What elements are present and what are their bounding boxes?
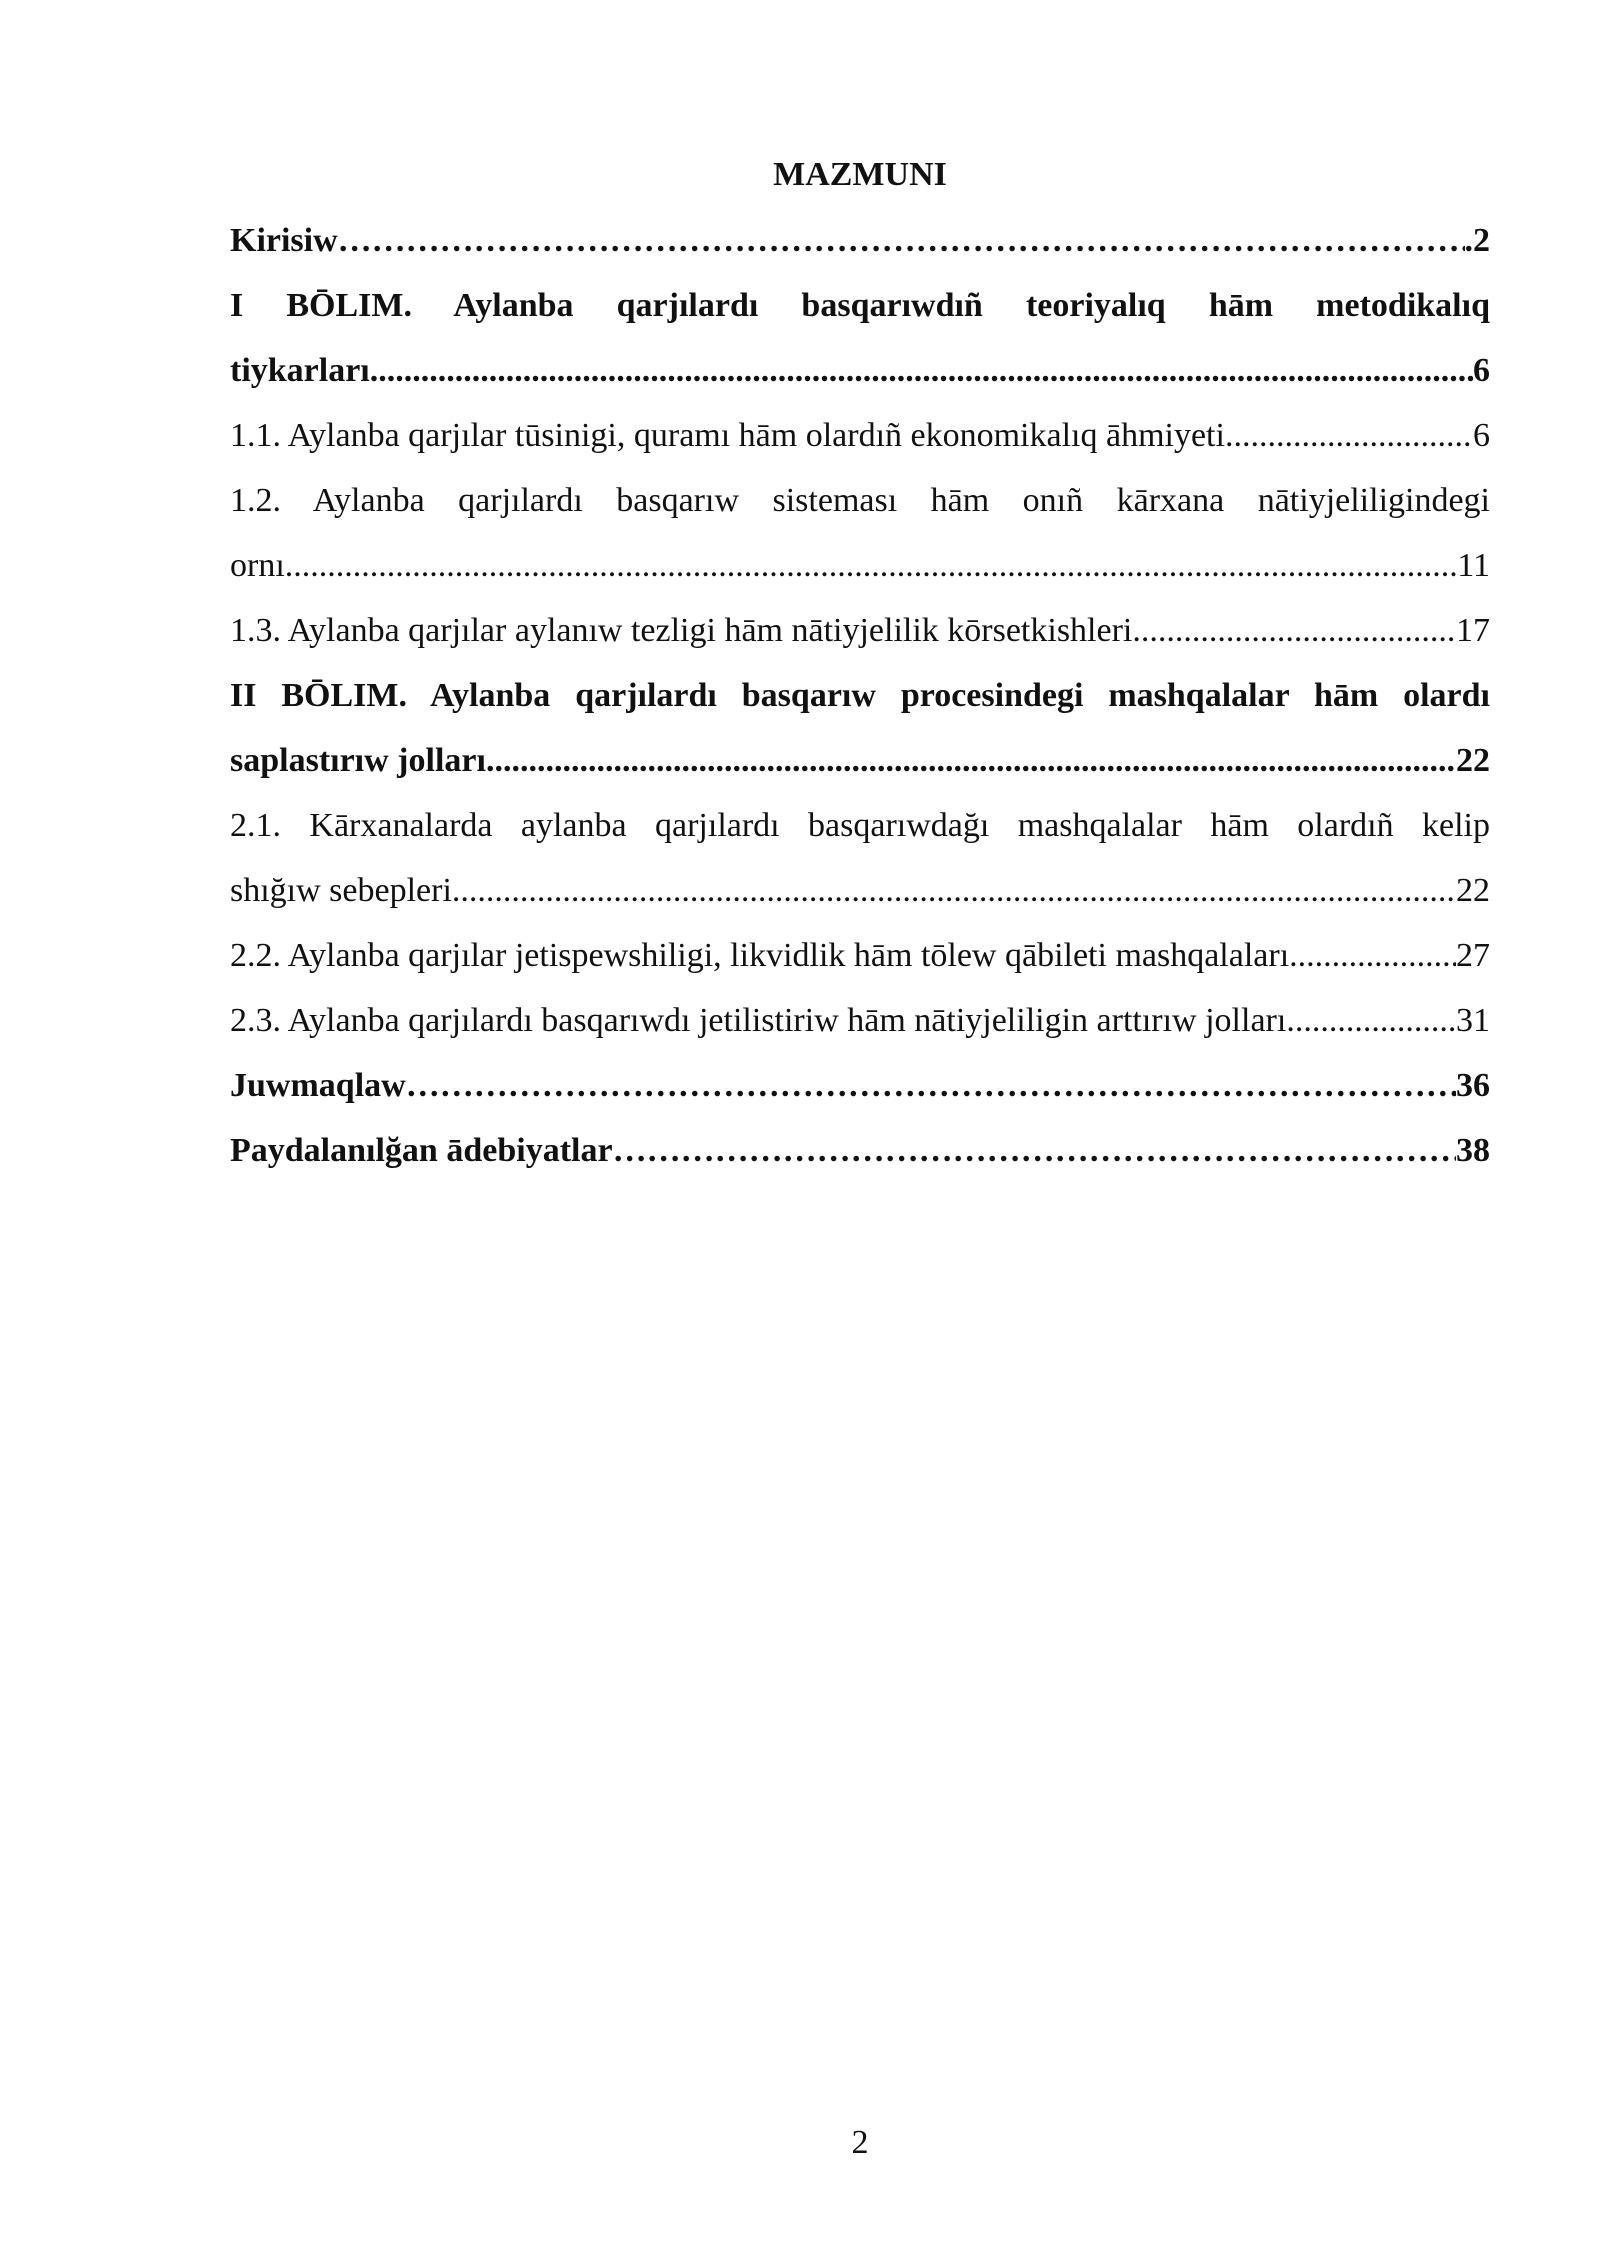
page-number: 2 [851, 2124, 869, 2161]
toc-entry-text: II BŌLIM. Aylanba qarjılardı basqarıw procesindegi mashqalalar hām olardı [230, 677, 1490, 714]
toc-entry-1-2[interactable] [230, 468, 1490, 533]
table-of-contents [230, 208, 1490, 1183]
toc-entry-text: 1.1. Aylanba qarjılar tūsinigi, quramı hām olardıñ ekonomikalıq āhmiyeti [230, 417, 1225, 454]
toc-entry-text: I BŌLIM. Aylanba qarjılardı basqarıwdıñ teoriyalıq hām metodikalıq [230, 287, 1490, 324]
toc-entry-text: ornı [230, 547, 285, 584]
toc-entry-page: 11 [1457, 547, 1490, 584]
toc-entry-text: Juwmaqlaw [230, 1067, 406, 1104]
page-title: MAZMUNI [773, 156, 947, 193]
toc-leader-dots [285, 533, 1457, 598]
toc-entry-adebiyatlar[interactable] [230, 1118, 1490, 1183]
toc-entry-text: 2.2. Aylanba qarjılar jetispewshiligi, likvidlik hām tōlew qābileti mashqalaları [230, 937, 1290, 974]
toc-entry-1-3[interactable] [230, 598, 1490, 663]
toc-entry-page: .2 [1464, 222, 1490, 259]
toc-entry-text: shığıw sebepleri [230, 872, 452, 909]
toc-entry-2-3[interactable] [230, 988, 1490, 1053]
toc-entry-text: 2.1. Kārxanalarda aylanba qarjılardı basqarıwdağı mashqalalar hām olardıñ kelip [230, 807, 1490, 844]
toc-leader-dots [613, 1118, 1456, 1183]
toc-entry-page: 17 [1456, 612, 1490, 649]
toc-entry-text: Kirisiw [230, 222, 338, 259]
toc-entry-page: 36 [1456, 1067, 1490, 1104]
toc-entry-page: 22 [1456, 872, 1490, 909]
toc-entry-2-2[interactable] [230, 923, 1490, 988]
toc-entry-1-1[interactable] [230, 403, 1490, 468]
toc-entry-kirisiw[interactable] [230, 208, 1490, 273]
toc-entry-page: 22 [1456, 742, 1490, 779]
toc-entry-chapter-2-title-cont[interactable] [230, 728, 1490, 793]
toc-leader-dots [338, 208, 1465, 273]
toc-leader-dots [406, 1053, 1456, 1118]
toc-leader-dots [1286, 988, 1456, 1053]
toc-entry-juwmaqlaw[interactable] [230, 1053, 1490, 1118]
toc-entry-2-1[interactable] [230, 793, 1490, 858]
toc-leader-dots [1289, 923, 1456, 988]
toc-leader-dots [486, 728, 1456, 793]
toc-entry-1-2-cont[interactable] [230, 533, 1490, 598]
toc-entry-page: 6 [1473, 352, 1490, 389]
toc-entry-page: 6 [1473, 417, 1490, 454]
toc-entry-page: 27 [1456, 937, 1490, 974]
toc-entry-chapter-2-title[interactable] [230, 663, 1490, 728]
toc-leader-dots [452, 858, 1456, 923]
toc-entry-text: Paydalanılğan ādebiyatlar [230, 1132, 613, 1169]
toc-entry-text: tiykarları [230, 352, 370, 389]
toc-leader-dots [1132, 598, 1456, 663]
toc-leader-dots [370, 338, 1473, 403]
toc-entry-text: 1.3. Aylanba qarjılar aylanıw tezligi hām nātiyjelilik kōrsetkishleri [230, 612, 1133, 649]
toc-entry-text: 2.3. Aylanba qarjılardı basqarıwdı jetilistiriw hām nātiyjeliligin arttırıw jolları [230, 1002, 1287, 1039]
toc-entry-2-1-cont[interactable] [230, 858, 1490, 923]
toc-entry-page: 31 [1456, 1002, 1490, 1039]
toc-entry-text: saplastırıw jolları [230, 742, 486, 779]
toc-leader-dots [1225, 403, 1473, 468]
toc-entry-chapter-1-title-cont[interactable] [230, 338, 1490, 403]
toc-entry-page: 38 [1456, 1132, 1490, 1169]
toc-entry-chapter-1-title[interactable] [230, 273, 1490, 338]
toc-entry-text: 1.2. Aylanba qarjılardı basqarıw sisteması hām onıñ kārxana nātiyjeliligindegi [230, 482, 1490, 519]
